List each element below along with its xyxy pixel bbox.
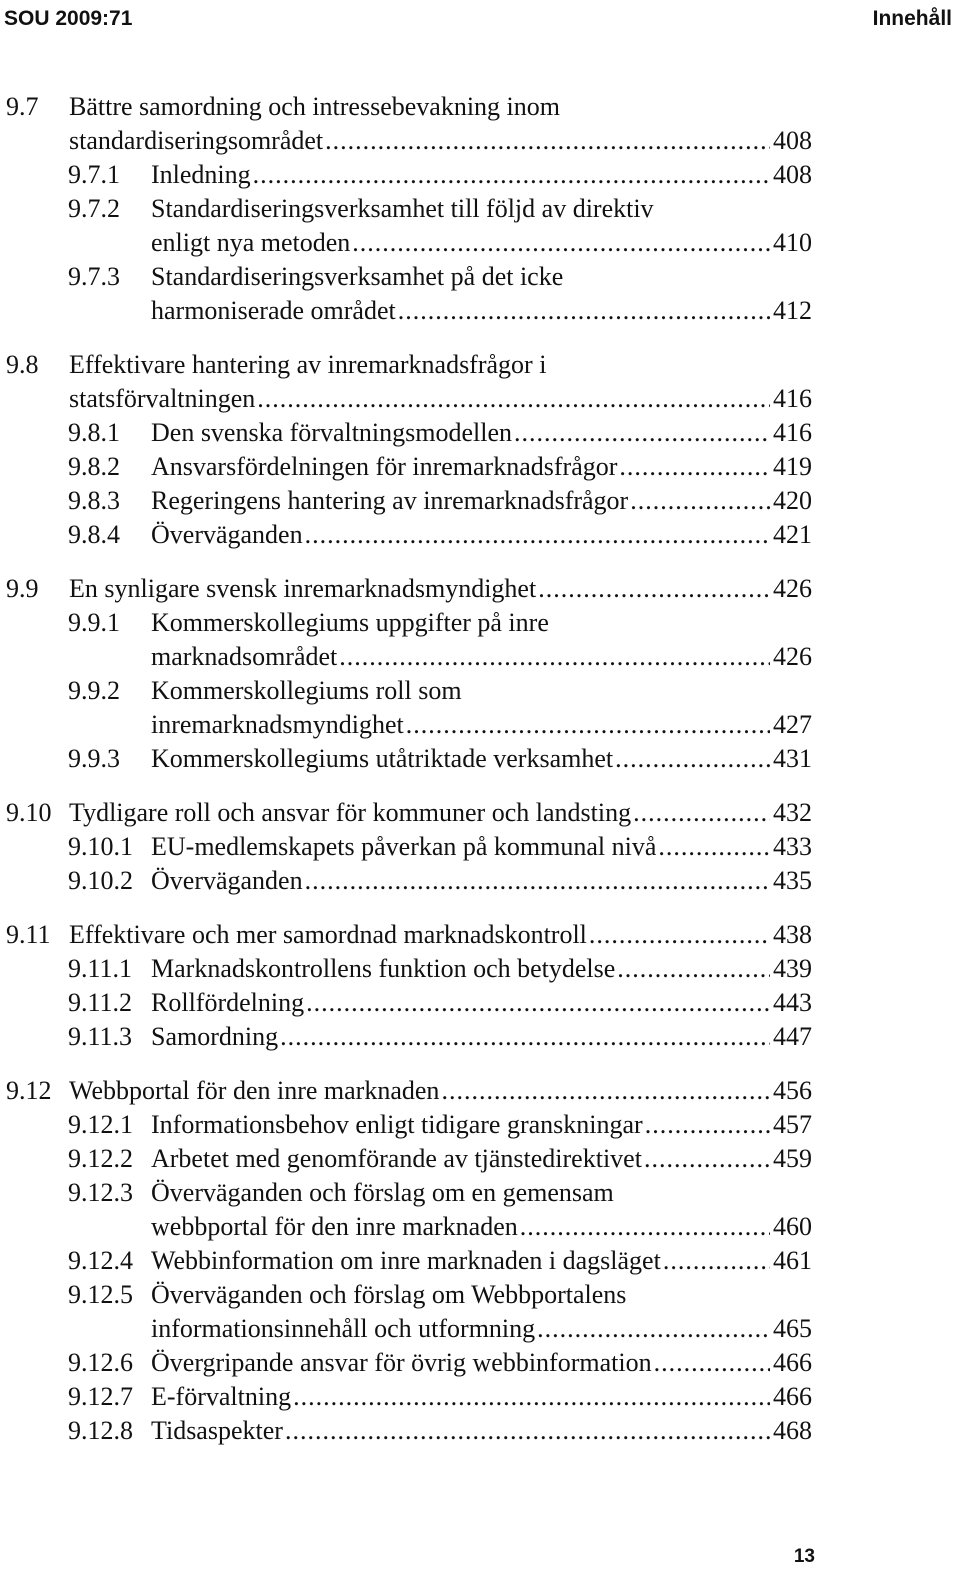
toc-title: Regeringens hantering av inremarknadsfrågor: [151, 486, 629, 515]
dot-leader: [514, 416, 770, 450]
toc-line: [0, 158, 960, 192]
toc-title: statsförvaltningen: [69, 384, 256, 413]
toc-entry-row: [151, 952, 812, 986]
toc-title: harmoniserade området: [151, 296, 396, 325]
toc-line: [0, 124, 960, 158]
toc-entry-row: [69, 796, 812, 830]
dot-leader: [305, 864, 770, 898]
dot-leader: [398, 294, 770, 328]
dot-leader: [644, 1142, 770, 1176]
toc-title: Kommerskollegiums uppgifter på inre: [151, 608, 549, 637]
toc-title: Webbportal för den inre marknaden: [69, 1076, 440, 1105]
dot-leader: [630, 484, 770, 518]
toc-line: [0, 606, 960, 640]
toc-number: 9.12.1: [68, 1110, 133, 1139]
toc-number: 9.8.2: [68, 452, 120, 481]
toc-entry-row: [151, 1210, 812, 1244]
toc-line: [0, 1380, 960, 1414]
dot-leader: [645, 1108, 770, 1142]
toc-line: [0, 1176, 960, 1210]
toc-number: 9.8.3: [68, 486, 120, 515]
toc-title: Samordning: [151, 1022, 279, 1051]
toc-number: 9.7.3: [68, 262, 120, 291]
toc-title: Arbetet med genomförande av tjänstedirektivet: [151, 1144, 642, 1173]
toc-title: Överväganden och förslag om Webbportalens: [151, 1280, 627, 1309]
toc-title: E-förvaltning: [151, 1382, 292, 1411]
dot-leader: [520, 1210, 770, 1244]
toc-title: Kommerskollegiums utåtriktade verksamhet: [151, 744, 614, 773]
toc-number: 9.7.2: [68, 194, 120, 223]
toc-line: [0, 830, 960, 864]
dot-leader: [663, 1244, 770, 1278]
toc-page-number: 416: [773, 418, 812, 447]
toc-entry-row: [151, 1380, 812, 1414]
toc-page-number: 421: [773, 520, 812, 549]
toc-line: [0, 1312, 960, 1346]
toc-entry-row: [151, 1346, 812, 1380]
toc-entry-row: [151, 518, 812, 552]
toc-page-number: 466: [773, 1382, 812, 1411]
dot-leader: [617, 952, 770, 986]
toc-number: 9.11.2: [68, 988, 133, 1017]
page-number: 13: [793, 1546, 815, 1567]
toc-page-number: 408: [773, 160, 812, 189]
toc-number: 9.8.4: [68, 520, 120, 549]
toc-page-number: 447: [773, 1022, 812, 1051]
dot-leader: [633, 796, 770, 830]
toc-page-number: 468: [773, 1416, 812, 1445]
toc-title: webbportal för den inre marknaden: [151, 1212, 518, 1241]
toc-page-number: 443: [773, 988, 812, 1017]
dot-leader: [619, 450, 770, 484]
toc-line: [0, 1414, 960, 1448]
toc-entry-row: [151, 294, 812, 328]
toc-entry-row: [69, 382, 812, 416]
toc-entry-row: [151, 708, 812, 742]
toc-entry-row: [151, 640, 812, 674]
toc-entry-row: [151, 1020, 812, 1054]
toc-entry-row: [151, 1312, 812, 1346]
toc-page-number: 420: [773, 486, 812, 515]
toc-title: Rollfördelning: [151, 988, 305, 1017]
toc-number: 9.11.3: [68, 1022, 133, 1051]
toc-entry-row: [151, 1142, 812, 1176]
toc-page-number: 461: [773, 1246, 812, 1275]
toc-page-number: 431: [773, 744, 812, 773]
toc-page-number: 412: [773, 296, 812, 325]
toc-line: [0, 1020, 960, 1054]
toc-page-number: 465: [773, 1314, 812, 1343]
toc-page-number: 456: [773, 1076, 812, 1105]
toc-number: 9.12.5: [68, 1280, 133, 1309]
dot-leader: [406, 708, 770, 742]
dot-leader: [325, 124, 770, 158]
toc-title: Överväganden: [151, 866, 303, 895]
toc-title: Tidsaspekter: [151, 1416, 283, 1445]
toc-title: inremarknadsmyndighet: [151, 710, 404, 739]
toc-entry-row: [69, 124, 812, 158]
dot-leader: [654, 1346, 770, 1380]
toc-line: [0, 742, 960, 776]
toc-title: Standardiseringsverksamhet till följd av direktiv: [151, 194, 654, 223]
toc-entry-row: [151, 158, 812, 192]
toc-number: 9.9.1: [68, 608, 120, 637]
toc-entry-row: [151, 1244, 812, 1278]
toc-entry-row: [151, 416, 812, 450]
toc-line: [0, 450, 960, 484]
toc-line: [0, 416, 960, 450]
dot-leader: [538, 572, 770, 606]
toc-entry-row: [151, 484, 812, 518]
toc-line: [0, 226, 960, 260]
toc-entry-row: [151, 830, 812, 864]
dot-leader: [293, 1380, 770, 1414]
dot-leader: [352, 226, 770, 260]
toc-line: [0, 1142, 960, 1176]
toc-entry-row: [151, 1108, 812, 1142]
toc-number: 9.12.7: [68, 1382, 133, 1411]
toc-number: 9.7.1: [68, 160, 120, 189]
toc-line: [0, 918, 960, 952]
dot-leader: [615, 742, 770, 776]
toc-title: EU-medlemskapets påverkan på kommunal nivå: [151, 832, 657, 861]
toc-page-number: 466: [773, 1348, 812, 1377]
toc-title: enligt nya metoden: [151, 228, 351, 257]
toc-entry-row: [151, 226, 812, 260]
toc-page-number: 419: [773, 452, 812, 481]
toc-title: Informationsbehov enligt tidigare granskningar: [151, 1110, 643, 1139]
toc-number: 9.12.2: [68, 1144, 133, 1173]
toc-entry-row: [151, 742, 812, 776]
toc-page-number: 408: [773, 126, 812, 155]
toc-line: [0, 796, 960, 830]
toc-number: 9.9: [6, 574, 39, 603]
toc-title: En synligare svensk inremarknadsmyndighet: [69, 574, 537, 603]
toc-line: [0, 382, 960, 416]
toc-number: 9.12.6: [68, 1348, 133, 1377]
toc-line: [0, 1210, 960, 1244]
toc-page-number: 432: [773, 798, 812, 827]
toc-line: [0, 484, 960, 518]
toc-page-number: 435: [773, 866, 812, 895]
toc-entry-row: [151, 986, 812, 1020]
toc-line: [0, 90, 960, 124]
toc-title: Ansvarsfördelningen för inremarknadsfrågor: [151, 452, 618, 481]
toc-title: Webbinformation om inre marknaden i dagsläget: [151, 1246, 661, 1275]
toc-page-number: 433: [773, 832, 812, 861]
toc-number: 9.10.1: [68, 832, 133, 861]
toc-page-number: 427: [773, 710, 812, 739]
toc-line: [0, 518, 960, 552]
toc-entry-row: [151, 1414, 812, 1448]
running-header-left: SOU 2009:71: [4, 7, 133, 30]
toc-entry-row: [151, 450, 812, 484]
dot-leader: [537, 1312, 770, 1346]
dot-leader: [280, 1020, 770, 1054]
toc-number: 9.10: [6, 798, 52, 827]
toc-line: [0, 674, 960, 708]
toc-number: 9.9.3: [68, 744, 120, 773]
toc-line: [0, 1244, 960, 1278]
toc-page-number: 426: [773, 642, 812, 671]
toc-title: Bättre samordning och intressebevakning inom: [69, 92, 561, 121]
toc-number: 9.12: [6, 1076, 52, 1105]
dot-leader: [441, 1074, 770, 1108]
dot-leader: [305, 518, 770, 552]
toc-number: 9.7: [6, 92, 39, 121]
dot-leader: [285, 1414, 770, 1448]
toc-page-number: 438: [773, 920, 812, 949]
running-header-right: Innehåll: [872, 7, 952, 30]
toc-number: 9.9.2: [68, 676, 120, 705]
toc-title: Övergripande ansvar för övrig webbinformation: [151, 1348, 652, 1377]
toc-entry-row: [151, 864, 812, 898]
toc-number: 9.12.3: [68, 1178, 133, 1207]
toc-entry-row: [69, 1074, 812, 1108]
toc-line: [0, 1108, 960, 1142]
toc-line: [0, 192, 960, 226]
toc-line: [0, 572, 960, 606]
toc-line: [0, 260, 960, 294]
toc-title: Tydligare roll och ansvar för kommuner och landsting: [69, 798, 632, 827]
toc-number: 9.11: [6, 920, 51, 949]
toc-page-number: 460: [773, 1212, 812, 1241]
toc-title: Effektivare och mer samordnad marknadskontroll: [69, 920, 587, 949]
toc-title: Överväganden: [151, 520, 303, 549]
toc-title: Marknadskontrollens funktion och betydelse: [151, 954, 616, 983]
toc-title: informationsinnehåll och utformning: [151, 1314, 536, 1343]
dot-leader: [589, 918, 770, 952]
toc-entry-row: [69, 918, 812, 952]
toc-title: Inledning: [151, 160, 251, 189]
dot-leader: [658, 830, 770, 864]
toc-title: standardiseringsområdet: [69, 126, 324, 155]
dot-leader: [306, 986, 770, 1020]
toc-line: [0, 640, 960, 674]
toc-number: 9.12.8: [68, 1416, 133, 1445]
toc-title: marknadsområdet: [151, 642, 338, 671]
toc-page-number: 410: [773, 228, 812, 257]
toc-title: Effektivare hantering av inremarknadsfrågor i: [69, 350, 547, 379]
toc-page-number: 457: [773, 1110, 812, 1139]
toc-line: [0, 348, 960, 382]
toc-line: [0, 1074, 960, 1108]
toc-number: 9.8.1: [68, 418, 120, 447]
toc-title: Standardiseringsverksamhet på det icke: [151, 262, 564, 291]
toc-line: [0, 1346, 960, 1380]
toc-number: 9.10.2: [68, 866, 133, 895]
toc-line: [0, 952, 960, 986]
toc-page-number: 459: [773, 1144, 812, 1173]
dot-leader: [257, 382, 770, 416]
dot-leader: [253, 158, 770, 192]
toc-number: 9.12.4: [68, 1246, 133, 1275]
toc-page-number: 416: [773, 384, 812, 413]
toc-title: Kommerskollegiums roll som: [151, 676, 462, 705]
toc-page-number: 439: [773, 954, 812, 983]
toc-line: [0, 864, 960, 898]
toc-number: 9.11.1: [68, 954, 133, 983]
toc-line: [0, 294, 960, 328]
toc-entry-row: [69, 572, 812, 606]
toc-line: [0, 1278, 960, 1312]
toc-line: [0, 708, 960, 742]
toc-title: Den svenska förvaltningsmodellen: [151, 418, 513, 447]
toc-line: [0, 986, 960, 1020]
toc-page-number: 426: [773, 574, 812, 603]
toc-number: 9.8: [6, 350, 39, 379]
dot-leader: [339, 640, 770, 674]
toc-title: Överväganden och förslag om en gemensam: [151, 1178, 614, 1207]
